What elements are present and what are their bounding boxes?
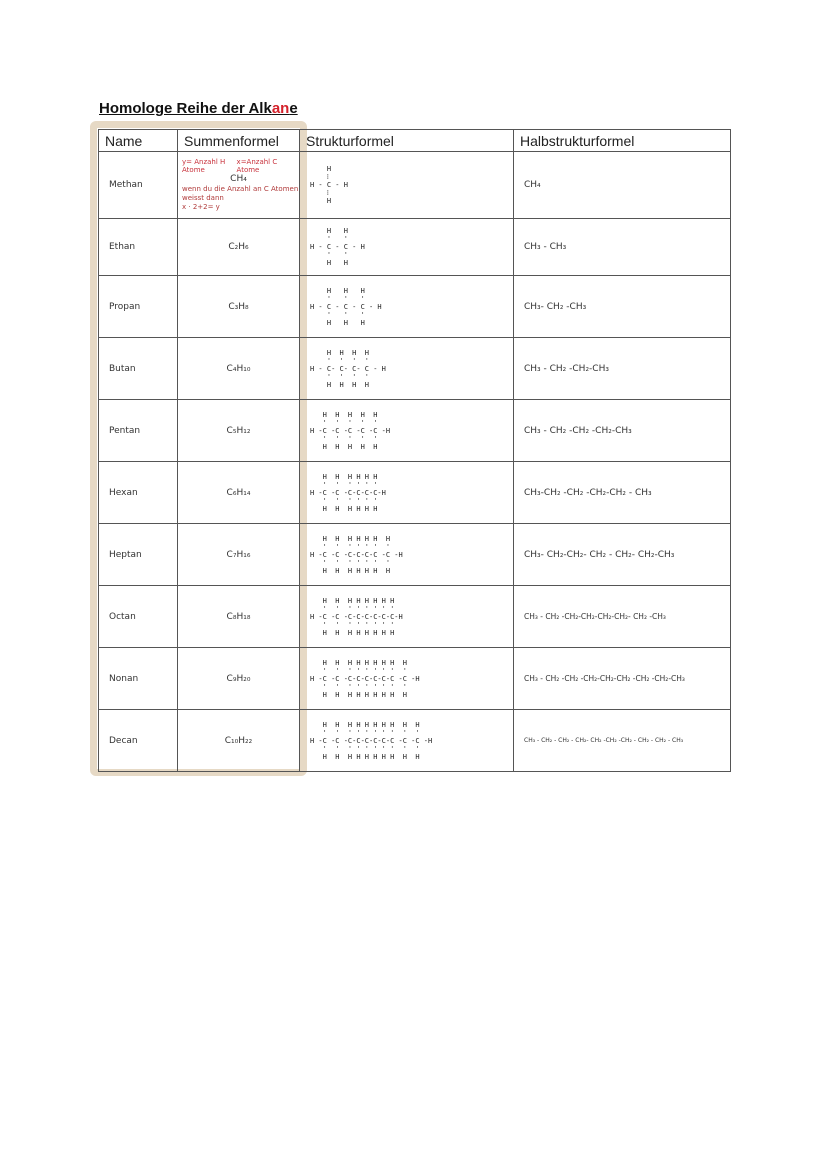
table-row [99, 276, 731, 338]
cell-name: Butan [99, 338, 178, 400]
cell-summenformel: C₈H₁₈ [178, 586, 300, 648]
annotation-rule: x · 2+2= y [182, 203, 220, 211]
table-row [99, 152, 731, 219]
structural-formula: H H H H H H H H H H ' ' ' ' ' ' ' ' ' ' H -C -C -C-C-C-C-C-C -C -C -H ' ' ' ' ' ' ' ' ' ' H H H H H H H H H H [310, 720, 433, 761]
alkane-table [98, 129, 731, 772]
table-row [99, 648, 731, 710]
cell-name: Pentan [99, 400, 178, 462]
cell-summenformel: C₄H₁₀ [178, 338, 300, 400]
cell-halbstrukturformel: CH₃ - CH₂ - CH₂ - CH₂- CH₂ -CH₂ -CH₂ - CH₂ - CH₂ - CH₃ [514, 710, 731, 772]
structural-formula: H H H H H H H H H ' ' ' ' ' ' ' ' ' H -C -C -C-C-C-C-C-C -C -H ' ' ' ' ' ' ' ' ' H H H H H H H H H [310, 658, 420, 699]
structural-formula: H H H H H ' ' ' ' ' H -C -C -C -C -C -H ' ' ' ' ' H H H H H [310, 410, 391, 451]
cell-strukturformel [300, 338, 514, 400]
cell-strukturformel [300, 219, 514, 276]
structural-formula: H H H H H H H ' ' ' ' ' ' ' H -C -C -C-C-C-C -C -H ' ' ' ' ' ' ' H H H H H H H [310, 534, 403, 575]
cell-summenformel: C₃H₈ [178, 276, 300, 338]
cell-strukturformel [300, 462, 514, 524]
table-row [99, 338, 731, 400]
cell-strukturformel [300, 276, 514, 338]
annotation-explanation: wenn du die Anzahl an C Atomen weisst dann [182, 185, 299, 202]
cell-name: Nonan [99, 648, 178, 710]
header-halbstrukturformel: Halbstrukturformel [514, 130, 731, 152]
cell-halbstrukturformel: CH₃ - CH₂ -CH₂ -CH₂-CH₂-CH₂ -CH₂ -CH₂-CH₃ [514, 648, 731, 710]
table-row [99, 462, 731, 524]
cell-halbstrukturformel: CH₃- CH₂-CH₂- CH₂ - CH₂- CH₂-CH₃ [514, 524, 731, 586]
cell-halbstrukturformel: CH₃ - CH₂ -CH₂-CH₃ [514, 338, 731, 400]
cell-name: Propan [99, 276, 178, 338]
cell-summenformel [178, 152, 300, 219]
cell-strukturformel [300, 400, 514, 462]
cell-halbstrukturformel: CH₃- CH₂ -CH₃ [514, 276, 731, 338]
methan-formula: CH₄ [230, 174, 247, 184]
cell-halbstrukturformel: CH₃-CH₂ -CH₂ -CH₂-CH₂ - CH₃ [514, 462, 731, 524]
cell-summenformel: C₆H₁₄ [178, 462, 300, 524]
cell-name: Octan [99, 586, 178, 648]
structural-formula: H H H H ' ' ' ' H - C- C- C- C - H ' ' ' ' H H H H [310, 348, 386, 389]
structural-formula: H H H H H H ' ' ' ' ' ' H -C -C -C-C-C-C-H ' ' ' ' ' ' H H H H H H [310, 472, 386, 513]
cell-halbstrukturformel: CH₃ - CH₃ [514, 219, 731, 276]
header-strukturformel: Strukturformel [300, 130, 514, 152]
table-row [99, 586, 731, 648]
cell-halbstrukturformel: CH₃ - CH₂ -CH₂ -CH₂-CH₃ [514, 400, 731, 462]
annotation-x: x=Anzahl C Atome [236, 158, 278, 174]
cell-summenformel: C₇H₁₆ [178, 524, 300, 586]
page-title [99, 100, 298, 117]
cell-halbstrukturformel: CH₃ - CH₂ -CH₂-CH₂-CH₂-CH₂- CH₂ -CH₃ [514, 586, 731, 648]
cell-summenformel: C₅H₁₂ [178, 400, 300, 462]
cell-strukturformel [300, 524, 514, 586]
structural-formula: H H ' ' H - C - C - H ' ' H H [310, 227, 365, 267]
cell-name: Hexan [99, 462, 178, 524]
structural-formula: H H H H H H H H ' ' ' ' ' ' ' ' H -C -C -C-C-C-C-C-C-H ' ' ' ' ' ' ' ' H H H H H H H H [310, 596, 403, 637]
table-row [99, 524, 731, 586]
cell-name: Methan [99, 152, 178, 219]
cell-strukturformel [300, 710, 514, 772]
cell-summenformel: C₂H₆ [178, 219, 300, 276]
cell-name: Ethan [99, 219, 178, 276]
table-row [99, 400, 731, 462]
table-row [99, 710, 731, 772]
cell-summenformel: C₁₀H₂₂ [178, 710, 300, 772]
annotation-y: y= Anzahl H Atome [182, 158, 226, 174]
header-summenformel: Summenformel [178, 130, 300, 152]
cell-halbstrukturformel: CH₄ [514, 152, 731, 219]
structural-formula: H ⁞ H - C - H ⁞ H [310, 165, 348, 205]
title-highlight: an [271, 100, 290, 117]
cell-strukturformel [300, 648, 514, 710]
cell-summenformel: C₉H₂₀ [178, 648, 300, 710]
table-row [99, 219, 731, 276]
structural-formula: H H H ' ' ' H - C - C - C - H ' ' ' H H H [310, 286, 382, 327]
cell-strukturformel [300, 152, 514, 219]
cell-name: Decan [99, 710, 178, 772]
cell-strukturformel [300, 586, 514, 648]
header-name: Name [99, 130, 178, 152]
table-header-row [99, 130, 731, 152]
title-prefix: Homologe Reihe der Alk [99, 100, 272, 117]
cell-name: Heptan [99, 524, 178, 586]
title-suffix: e [289, 100, 298, 117]
